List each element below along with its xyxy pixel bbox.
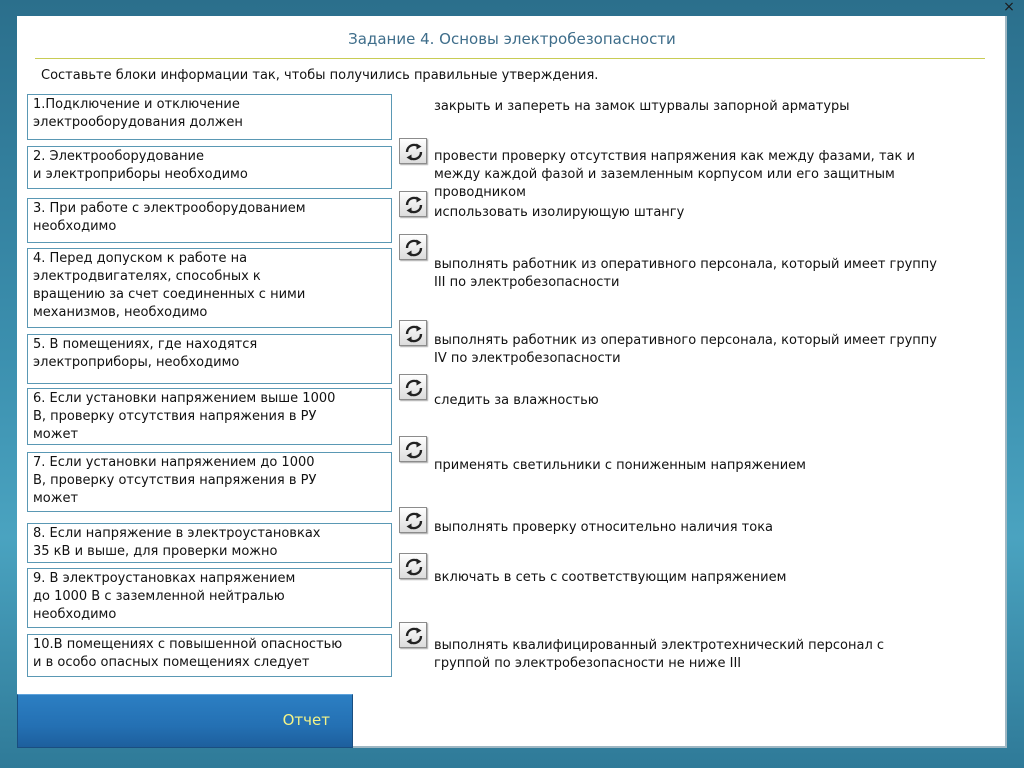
close-icon[interactable]: ×: [1003, 0, 1015, 15]
right-item-7[interactable]: применять светильники с пониженным напряжением: [434, 458, 806, 473]
swap-arrows-icon: [403, 141, 425, 163]
task-panel: [17, 16, 1007, 748]
swap-button-5[interactable]: [399, 374, 427, 400]
right-item-6[interactable]: следить за влажностью: [434, 393, 599, 408]
swap-arrows-icon: [403, 439, 425, 461]
left-item-2[interactable]: 2. Электрооборудование и электроприборы необходимо: [27, 146, 392, 189]
right-item-5[interactable]: выполнять работник из оперативного персонала, который имеет группу IV по электробезопасности: [434, 333, 937, 366]
swap-arrows-icon: [403, 377, 425, 399]
title-divider: [35, 58, 985, 59]
swap-arrows-icon: [403, 194, 425, 216]
left-item-8[interactable]: 8. Если напряжение в электроустановках 35 кВ и выше, для проверки можно: [27, 523, 392, 563]
swap-arrows-icon: [403, 323, 425, 345]
left-item-4[interactable]: 4. Перед допуском к работе на электродвигателях, способных к вращению за счет соединенных с ними механизмов, необходимо: [27, 248, 392, 328]
left-item-9[interactable]: 9. В электроустановках напряжением до 1000 В с заземленной нейтралью необходимо: [27, 568, 392, 628]
right-item-4[interactable]: выполнять работник из оперативного персонала, который имеет группу III по электробезопасности: [434, 257, 937, 290]
left-item-7[interactable]: 7. Если установки напряжением до 1000 В, проверку отсутствия напряжения в РУ может: [27, 452, 392, 512]
right-item-8[interactable]: выполнять проверку относительно наличия тока: [434, 520, 774, 535]
swap-button-1[interactable]: [399, 138, 427, 164]
swap-arrows-icon: [403, 625, 425, 647]
right-item-9[interactable]: включать в сеть с соответствующим напряжением: [434, 570, 787, 585]
right-item-1[interactable]: закрыть и запереть на замок штурвалы запорной арматуры: [434, 99, 850, 114]
right-item-2[interactable]: провести проверку отсутствия напряжения как между фазами, так и между каждой фазой и заземленным корпусом или его защитным проводником: [434, 149, 915, 200]
right-item-10[interactable]: выполнять квалифицированный электротехнический персонал с группой по электробезопасности не ниже III: [434, 638, 885, 671]
page-title: Задание 4. Основы электробезопасности: [348, 30, 676, 48]
left-item-10[interactable]: 10.В помещениях с повышенной опасностью и в особо опасных помещениях следует: [27, 634, 392, 677]
left-item-1[interactable]: 1.Подключение и отключение электрооборудования должен: [27, 94, 392, 140]
swap-button-3[interactable]: [399, 234, 427, 260]
report-button[interactable]: Отчет: [17, 694, 353, 748]
left-item-6[interactable]: 6. Если установки напряжением выше 1000 В, проверку отсутствия напряжения в РУ может: [27, 388, 392, 445]
swap-button-7[interactable]: [399, 507, 427, 533]
swap-button-4[interactable]: [399, 320, 427, 346]
left-item-5[interactable]: 5. В помещениях, где находятся электроприборы, необходимо: [27, 334, 392, 384]
swap-button-6[interactable]: [399, 436, 427, 462]
swap-button-9[interactable]: [399, 622, 427, 648]
instruction-text: Составьте блоки информации так, чтобы получились правильные утверждения.: [41, 68, 599, 83]
swap-arrows-icon: [403, 510, 425, 532]
swap-button-8[interactable]: [399, 553, 427, 579]
swap-button-2[interactable]: [399, 191, 427, 217]
right-item-3[interactable]: использовать изолирующую штангу: [434, 205, 685, 220]
left-item-3[interactable]: 3. При работе с электрооборудованием необходимо: [27, 198, 392, 243]
swap-arrows-icon: [403, 237, 425, 259]
swap-arrows-icon: [403, 556, 425, 578]
